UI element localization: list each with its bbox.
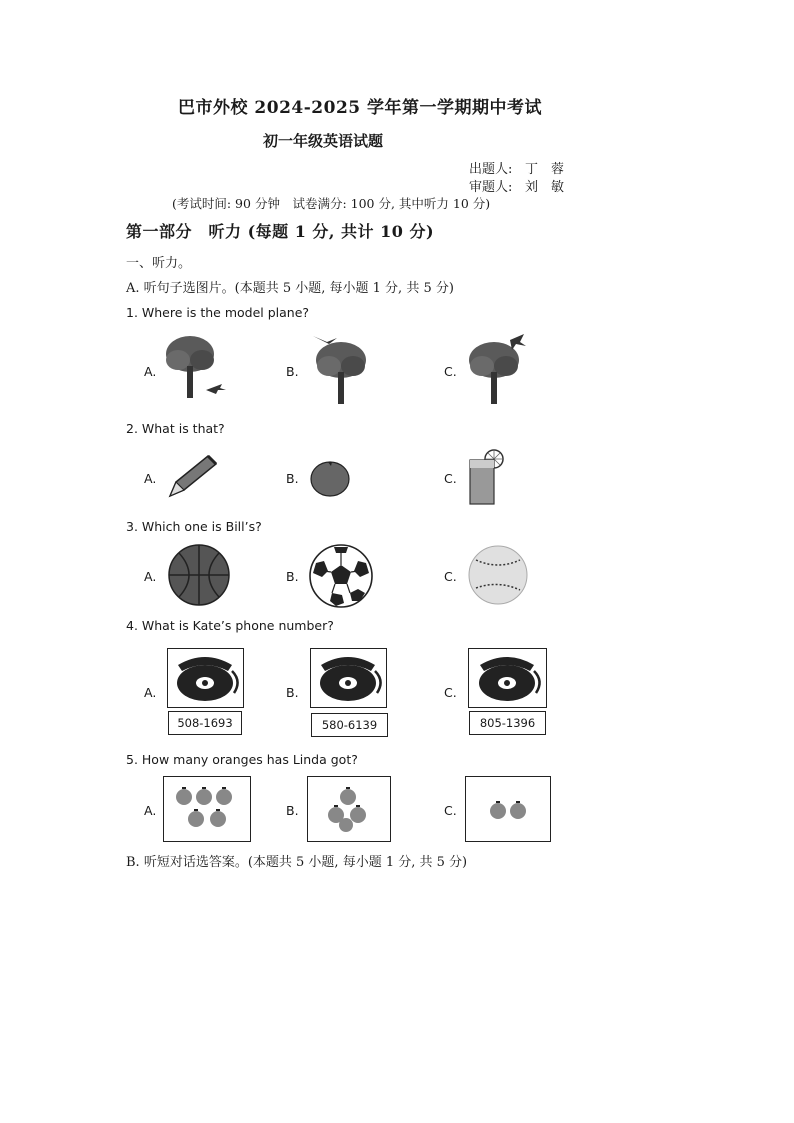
four-oranges-image xyxy=(308,777,390,841)
q3-option-b-label: B. xyxy=(286,569,299,584)
telephone-icon xyxy=(311,649,386,707)
phone-frame-b xyxy=(310,648,387,708)
q4-option-a-label: A. xyxy=(144,685,157,700)
q1-option-b-label: B. xyxy=(286,364,299,379)
q2-option-c-label: C. xyxy=(444,471,457,486)
phone-frame-a xyxy=(167,648,244,708)
q4-option-b-label: B. xyxy=(286,685,299,700)
telephone-icon xyxy=(469,649,546,707)
phone-number-b: 580-6139 xyxy=(311,713,388,737)
q1-option-a-label: A. xyxy=(144,364,157,379)
question-4-stem: 4. What is Kate’s phone number? xyxy=(126,618,334,633)
orange-image xyxy=(308,456,352,498)
oranges-frame-a xyxy=(163,776,251,842)
q3-option-a-label: A. xyxy=(144,569,157,584)
setter-label: 出题人: xyxy=(469,162,513,177)
soccer-ball-image xyxy=(308,543,374,609)
phone-number-c: 805-1396 xyxy=(469,711,546,735)
oranges-frame-b xyxy=(307,776,391,842)
question-3-stem: 3. Which one is Bill’s? xyxy=(126,519,262,534)
pencil-image xyxy=(166,452,222,500)
oranges-frame-c xyxy=(465,776,551,842)
q4-option-c-label: C. xyxy=(444,685,457,700)
exam-title: 巴市外校 2024-2025 学年第一学期期中考试 xyxy=(178,98,543,118)
two-oranges-image xyxy=(466,777,550,841)
q5-option-c-label: C. xyxy=(444,803,457,818)
phone-number-a: 508-1693 xyxy=(168,711,242,735)
tree-with-plane-above-image xyxy=(305,330,375,406)
q5-option-b-label: B. xyxy=(286,803,299,818)
reviewer-name: 刘 敏 xyxy=(525,180,565,195)
exam-info: (考试时间: 90 分钟 试卷满分: 100 分, 其中听力 10 分) xyxy=(172,196,491,211)
question-1-stem: 1. Where is the model plane? xyxy=(126,305,310,320)
phone-frame-c xyxy=(468,648,547,708)
question-5-stem: 5. How many oranges has Linda got? xyxy=(126,752,358,767)
tree-with-plane-in-branches-image xyxy=(462,330,534,406)
tree-with-plane-below-image xyxy=(160,330,230,402)
sectionA-heading: A. 听句子选图片。(本题共 5 小题, 每小题 1 分, 共 5 分) xyxy=(126,281,454,296)
five-oranges-image xyxy=(164,777,250,841)
reviewer-label: 审题人: xyxy=(469,180,513,195)
juice-glass-image xyxy=(464,448,506,506)
exam-subtitle: 初一年级英语试题 xyxy=(263,132,384,150)
q1-option-c-label: C. xyxy=(444,364,457,379)
q3-option-c-label: C. xyxy=(444,569,457,584)
q2-option-b-label: B. xyxy=(286,471,299,486)
sectionB-heading: B. 听短对话选答案。(本题共 5 小题, 每小题 1 分, 共 5 分) xyxy=(126,855,468,870)
q2-option-a-label: A. xyxy=(144,471,157,486)
section-heading: 一、听力。 xyxy=(126,256,192,271)
setter-name: 丁 蓉 xyxy=(525,162,565,177)
basketball-image xyxy=(167,543,231,607)
part1-title: 第一部分 听力 (每题 1 分, 共计 10 分) xyxy=(126,222,435,241)
question-2-stem: 2. What is that? xyxy=(126,421,225,436)
baseball-image xyxy=(466,544,530,606)
telephone-icon xyxy=(168,649,243,707)
q5-option-a-label: A. xyxy=(144,803,157,818)
